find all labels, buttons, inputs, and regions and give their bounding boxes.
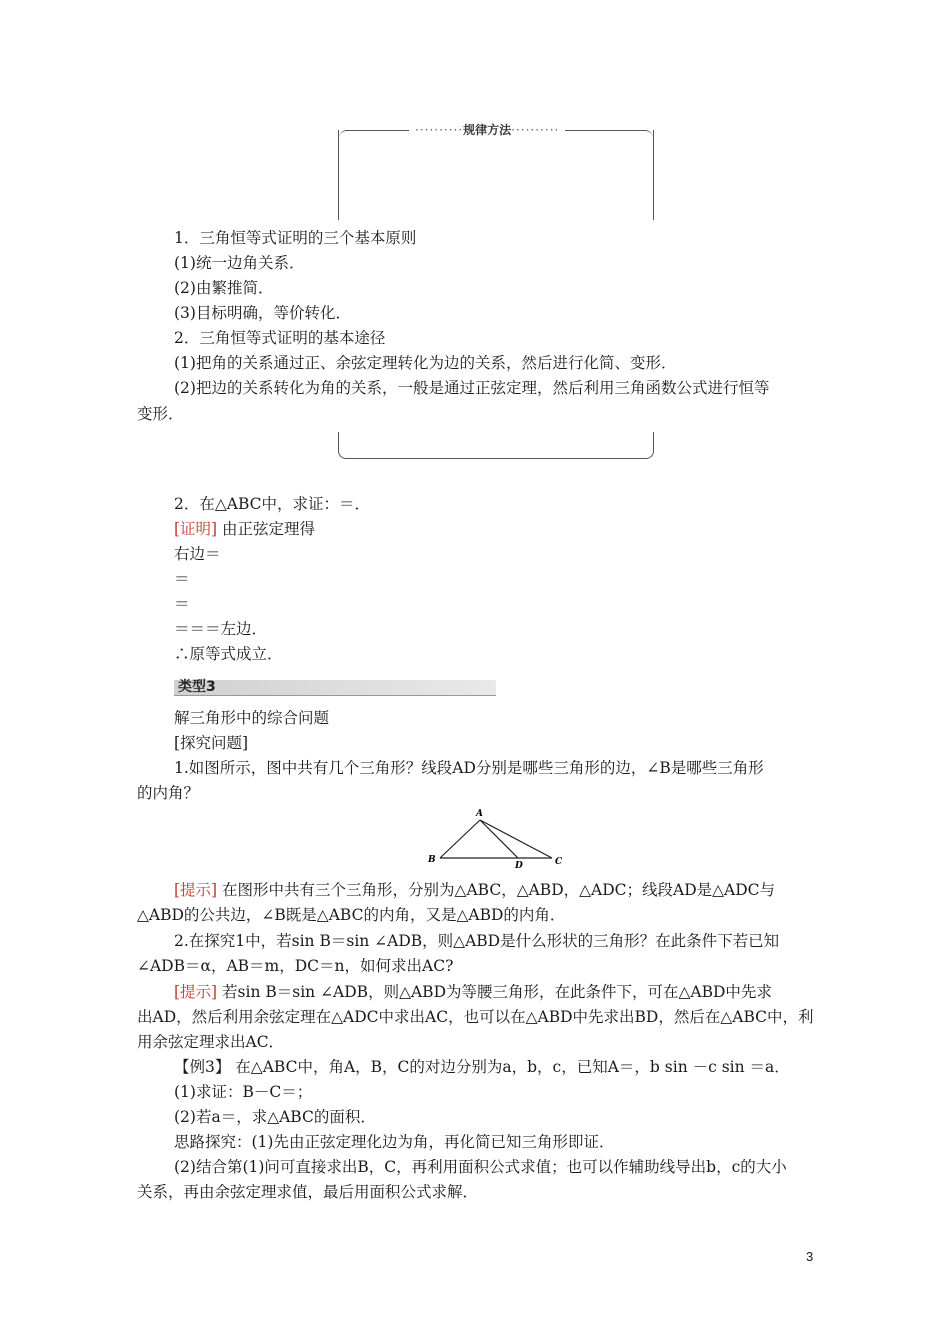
page-number: 3 [806,1249,814,1264]
proof-line-4: ＝＝＝左边． [174,620,268,638]
edge-ac [480,820,552,858]
vertex-label-d: D [515,861,523,868]
question-1-line-2: 的内角？ [137,784,200,802]
title-text: 规律方法 [463,123,512,137]
type-section-bar [174,680,496,696]
box-line-2: (1)统一边角关系． [174,254,305,272]
question-2-line-1: 2.在探究1中，若sin B＝sin ∠ADB，则△ABD是什么形状的三角形？在此条件下若已知 [174,932,780,950]
hint-1-text: 在图形中共有三个三角形，分别为△ABC，△ABD，△ADC；线段AD是△ADC与 [217,881,776,899]
box-line-8: 变形． [137,405,184,423]
vertex-label-b: B [428,855,436,865]
proof-intro [174,519,315,539]
title-dots-left: ·········· [415,123,464,137]
hint-2-line-1 [174,982,772,1002]
think-line-1: 思路探究：(1)先由正弦定理化边为角，再化简已知三角形即证． [174,1133,615,1151]
title-dots-right: ·········· [511,123,560,137]
vertex-label-a: A [476,809,483,819]
explore-heading: [探究问题] [174,734,249,752]
proof-problem: 2．在△ABC中，求证：＝． [174,495,371,513]
example-part-1: (1)求证：B－C＝； [174,1083,313,1101]
type-label: 类型3 [178,679,216,695]
hint-1-line-2: △ABD的公共边，∠B既是△ABC的内角，又是△ABD的内角． [137,906,566,924]
box-line-4: (3)目标明确，等价转化． [174,304,351,322]
hint-2-line-2: 出AD，然后利用余弦定理在△ADC中求出AC，也可以在△ABD中先求出BD，然后在△ABC中，利 [137,1008,814,1026]
method-box-bottom [338,432,654,459]
proof-line-3: ＝ [174,595,190,613]
box-line-5: 2．三角恒等式证明的基本途径 [174,329,386,347]
think-line-2: (2)结合第(1)问可直接求出B，C，再利用面积公式求值；也可以作辅助线导出b，c的大小 [174,1158,787,1176]
example-part-2: (2)若a＝，求△ABC的面积． [174,1108,376,1126]
think-line-3: 关系，再由余弦定理求值，最后用面积公式求解． [137,1183,479,1201]
hint-1-line-1 [174,880,775,900]
proof-line-2: ＝ [174,570,190,588]
triangle-figure [418,806,578,868]
example-line [174,1057,790,1077]
edge-ab [440,820,480,858]
hint-2-line-3: 用余弦定理求出AC． [137,1033,285,1051]
box-line-7: (2)把边的关系转化为角的关系，一般是通过正弦定理，然后利用三角函数公式进行恒等 [174,379,770,397]
proof-line-5: ∴原等式成立． [174,645,283,663]
vertex-label-c: C [555,857,563,867]
method-box-title [409,121,565,138]
box-line-1: 1．三角恒等式证明的三个基本原则 [174,229,417,247]
box-line-3: (2)由繁推简． [174,279,274,297]
question-2-line-2: ∠ADB＝α，AB＝m，DC＝n，如何求出AC? [137,957,454,975]
proof-line-1: 右边＝ [174,545,221,563]
edge-ad [480,820,518,858]
hint-1-tag: [提示] [174,881,218,899]
hint-2-text: 若sin B＝sin ∠ADB，则△ABD为等腰三角形，在此条件下，可在△ABD中先求 [217,983,772,1001]
example-text: 在△ABC中，角A，B，C的对边分别为a，b，c，已知A＝，b sin －c sin ＝a． [230,1058,790,1076]
proof-tag-text: 由正弦定理得 [217,520,316,538]
example-tag: 【例3】 [174,1058,231,1076]
hint-2-tag: [提示] [174,983,218,1001]
box-line-6: (1)把角的关系通过正、余弦定理转化为边的关系，然后进行化简、变形． [174,354,677,372]
question-1-line-1: 1.如图所示，图中共有几个三角形？线段AD分别是哪些三角形的边，∠B是哪些三角形 [174,759,764,777]
type-title: 解三角形中的综合问题 [174,709,330,727]
proof-tag: [证明] [174,520,218,538]
method-box-top [338,123,654,220]
